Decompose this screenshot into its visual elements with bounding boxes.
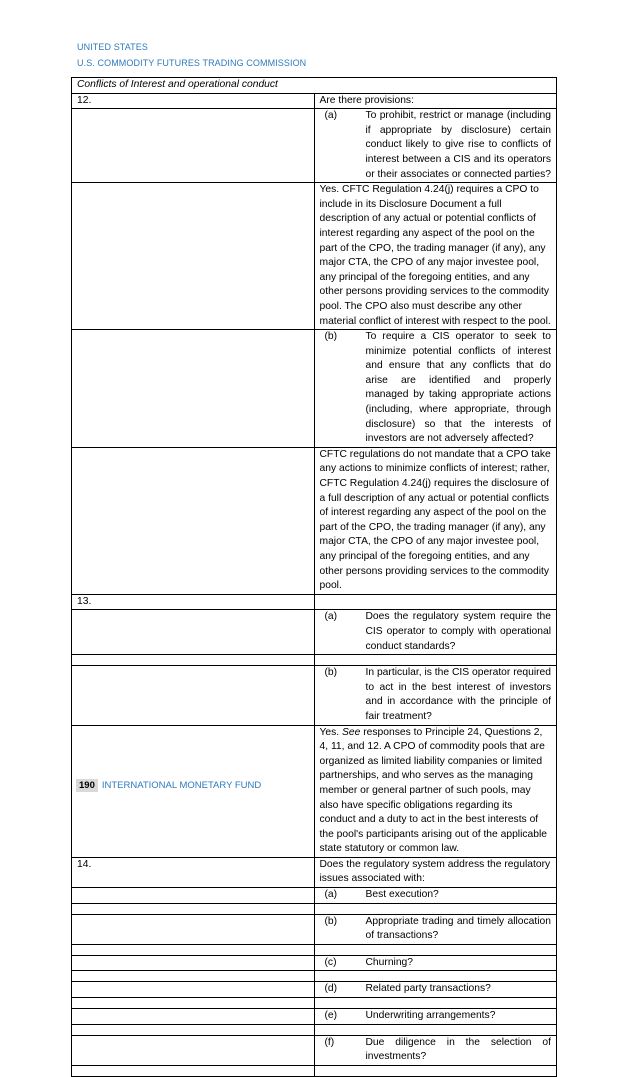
- blank-row: [72, 998, 557, 1009]
- q14e-text: Underwriting arrangements?: [365, 1010, 496, 1022]
- q13a-text: Does the regulatory system require the CIS operator to comply with operational conduct standards?: [365, 611, 551, 652]
- q14-item-row: [72, 1035, 557, 1065]
- q12-row: [72, 93, 557, 109]
- page-footer: [76, 779, 261, 792]
- q12a-label: (a): [324, 110, 338, 122]
- q12b-answer-row: [72, 447, 557, 594]
- q14a-label: (a): [324, 889, 338, 901]
- q14f-text: Due diligence in the selection of investments?: [365, 1036, 551, 1063]
- page-number: 190: [76, 779, 98, 792]
- q13-row: [72, 594, 557, 610]
- blank-row: [72, 944, 557, 955]
- header-country: UNITED STATES: [77, 42, 148, 52]
- q14b-text: Appropriate trading and timely allocation of transactions?: [365, 915, 551, 942]
- q14b-label: (b): [324, 915, 338, 927]
- q14e-label: (e): [324, 1010, 338, 1022]
- q12-number: 12.: [72, 93, 315, 109]
- footer-org: INTERNATIONAL MONETARY FUND: [101, 780, 262, 791]
- q14d-label: (d): [324, 983, 338, 995]
- q12b-label: (b): [324, 331, 338, 343]
- q13b-text: In particular, is the CIS operator required to act in the best interest of investors and in accordance with the principle of fair treatment?: [365, 667, 551, 722]
- q13-number: 13.: [72, 594, 315, 610]
- q13b-row: [72, 666, 557, 725]
- q12-text: Are there provisions:: [314, 93, 557, 109]
- header-agency: U.S. COMMODITY FUTURES TRADING COMMISSION: [77, 58, 307, 68]
- q14c-label: (c): [324, 956, 337, 968]
- q13a-label: (a): [324, 611, 338, 623]
- q14-item-row: [72, 955, 557, 971]
- q13-answer: Yes. See responses to Principle 24, Questions 2, 4, 11, and 12. A CPO of commodity pools that are organized as limited liability companies or limited partnerships, and who serves as the managing member or general partner of such pools, may also have specific obligations regarding its conduct and a duty to act in the best interests of the pool's participants arising out of the applicable state statutory or common law.: [314, 725, 557, 857]
- q14-text: Does the regulatory system address the regulatory issues associated with:: [314, 857, 557, 887]
- q14-number: 14.: [72, 857, 315, 887]
- section-row: [72, 78, 557, 94]
- principle-table: [71, 77, 557, 1077]
- q14c-text: Churning?: [365, 956, 414, 968]
- q14a-text: Best execution?: [365, 889, 439, 901]
- q12b-text: To require a CIS operator to seek to minimize potential conflicts of interest and ensure that any conflicts that do arise are identified and properly managed by taking appropriate actions (including, where appropriate, through disclosure) so that the interests of investors are not adversely affected?: [365, 331, 551, 445]
- section-title: Conflicts of Interest and operational conduct: [72, 78, 557, 94]
- q14-item-row: [72, 1009, 557, 1025]
- q14-item-row: [72, 888, 557, 904]
- q12a-text: To prohibit, restrict or manage (including if appropriate by disclosure) certain conduct likely to give rise to conflicts of interest between a CIS and its operators or their associates or connected parties?: [365, 110, 551, 180]
- q12b-row: [72, 330, 557, 448]
- blank-row: [72, 1024, 557, 1035]
- q13b-label: (b): [324, 667, 338, 679]
- blank-row: [72, 1065, 557, 1076]
- q12b-answer: CFTC regulations do not mandate that a CPO take any actions to minimize conflicts of interest; rather, CFTC Regulation 4.24(j) requires the disclosure of a full description of any actual or potential conflicts of interest regarding any aspect of the pool on the part of the CPO, the trading manager (if any), any major CTA, the CPO of any major investee pool, any principal of the foregoing entities, and any other persons providing services to the commodity pool.: [314, 447, 557, 594]
- q14-item-row: [72, 982, 557, 998]
- q13a-row: [72, 610, 557, 655]
- blank-row: [72, 655, 557, 666]
- blank-row: [72, 971, 557, 982]
- blank-row: [72, 903, 557, 914]
- q12a-answer: Yes. CFTC Regulation 4.24(j) requires a CPO to include in its Disclosure Document a full description of any actual or potential conflicts of interest regarding any aspect of the pool on the part of the CPO, the trading manager (if any), any major CTA, the CPO of any major investee pool, any principal of the foregoing entities, and any other persons providing services to the commodity pool. The CPO also must describe any other material conflict of interest with respect to the pool.: [314, 183, 557, 330]
- q12a-answer-row: [72, 183, 557, 330]
- q12a-row: [72, 109, 557, 183]
- q14-row: [72, 857, 557, 887]
- q14d-text: Related party transactions?: [365, 983, 491, 995]
- q14f-label: (f): [324, 1036, 335, 1048]
- q14-item-row: [72, 914, 557, 944]
